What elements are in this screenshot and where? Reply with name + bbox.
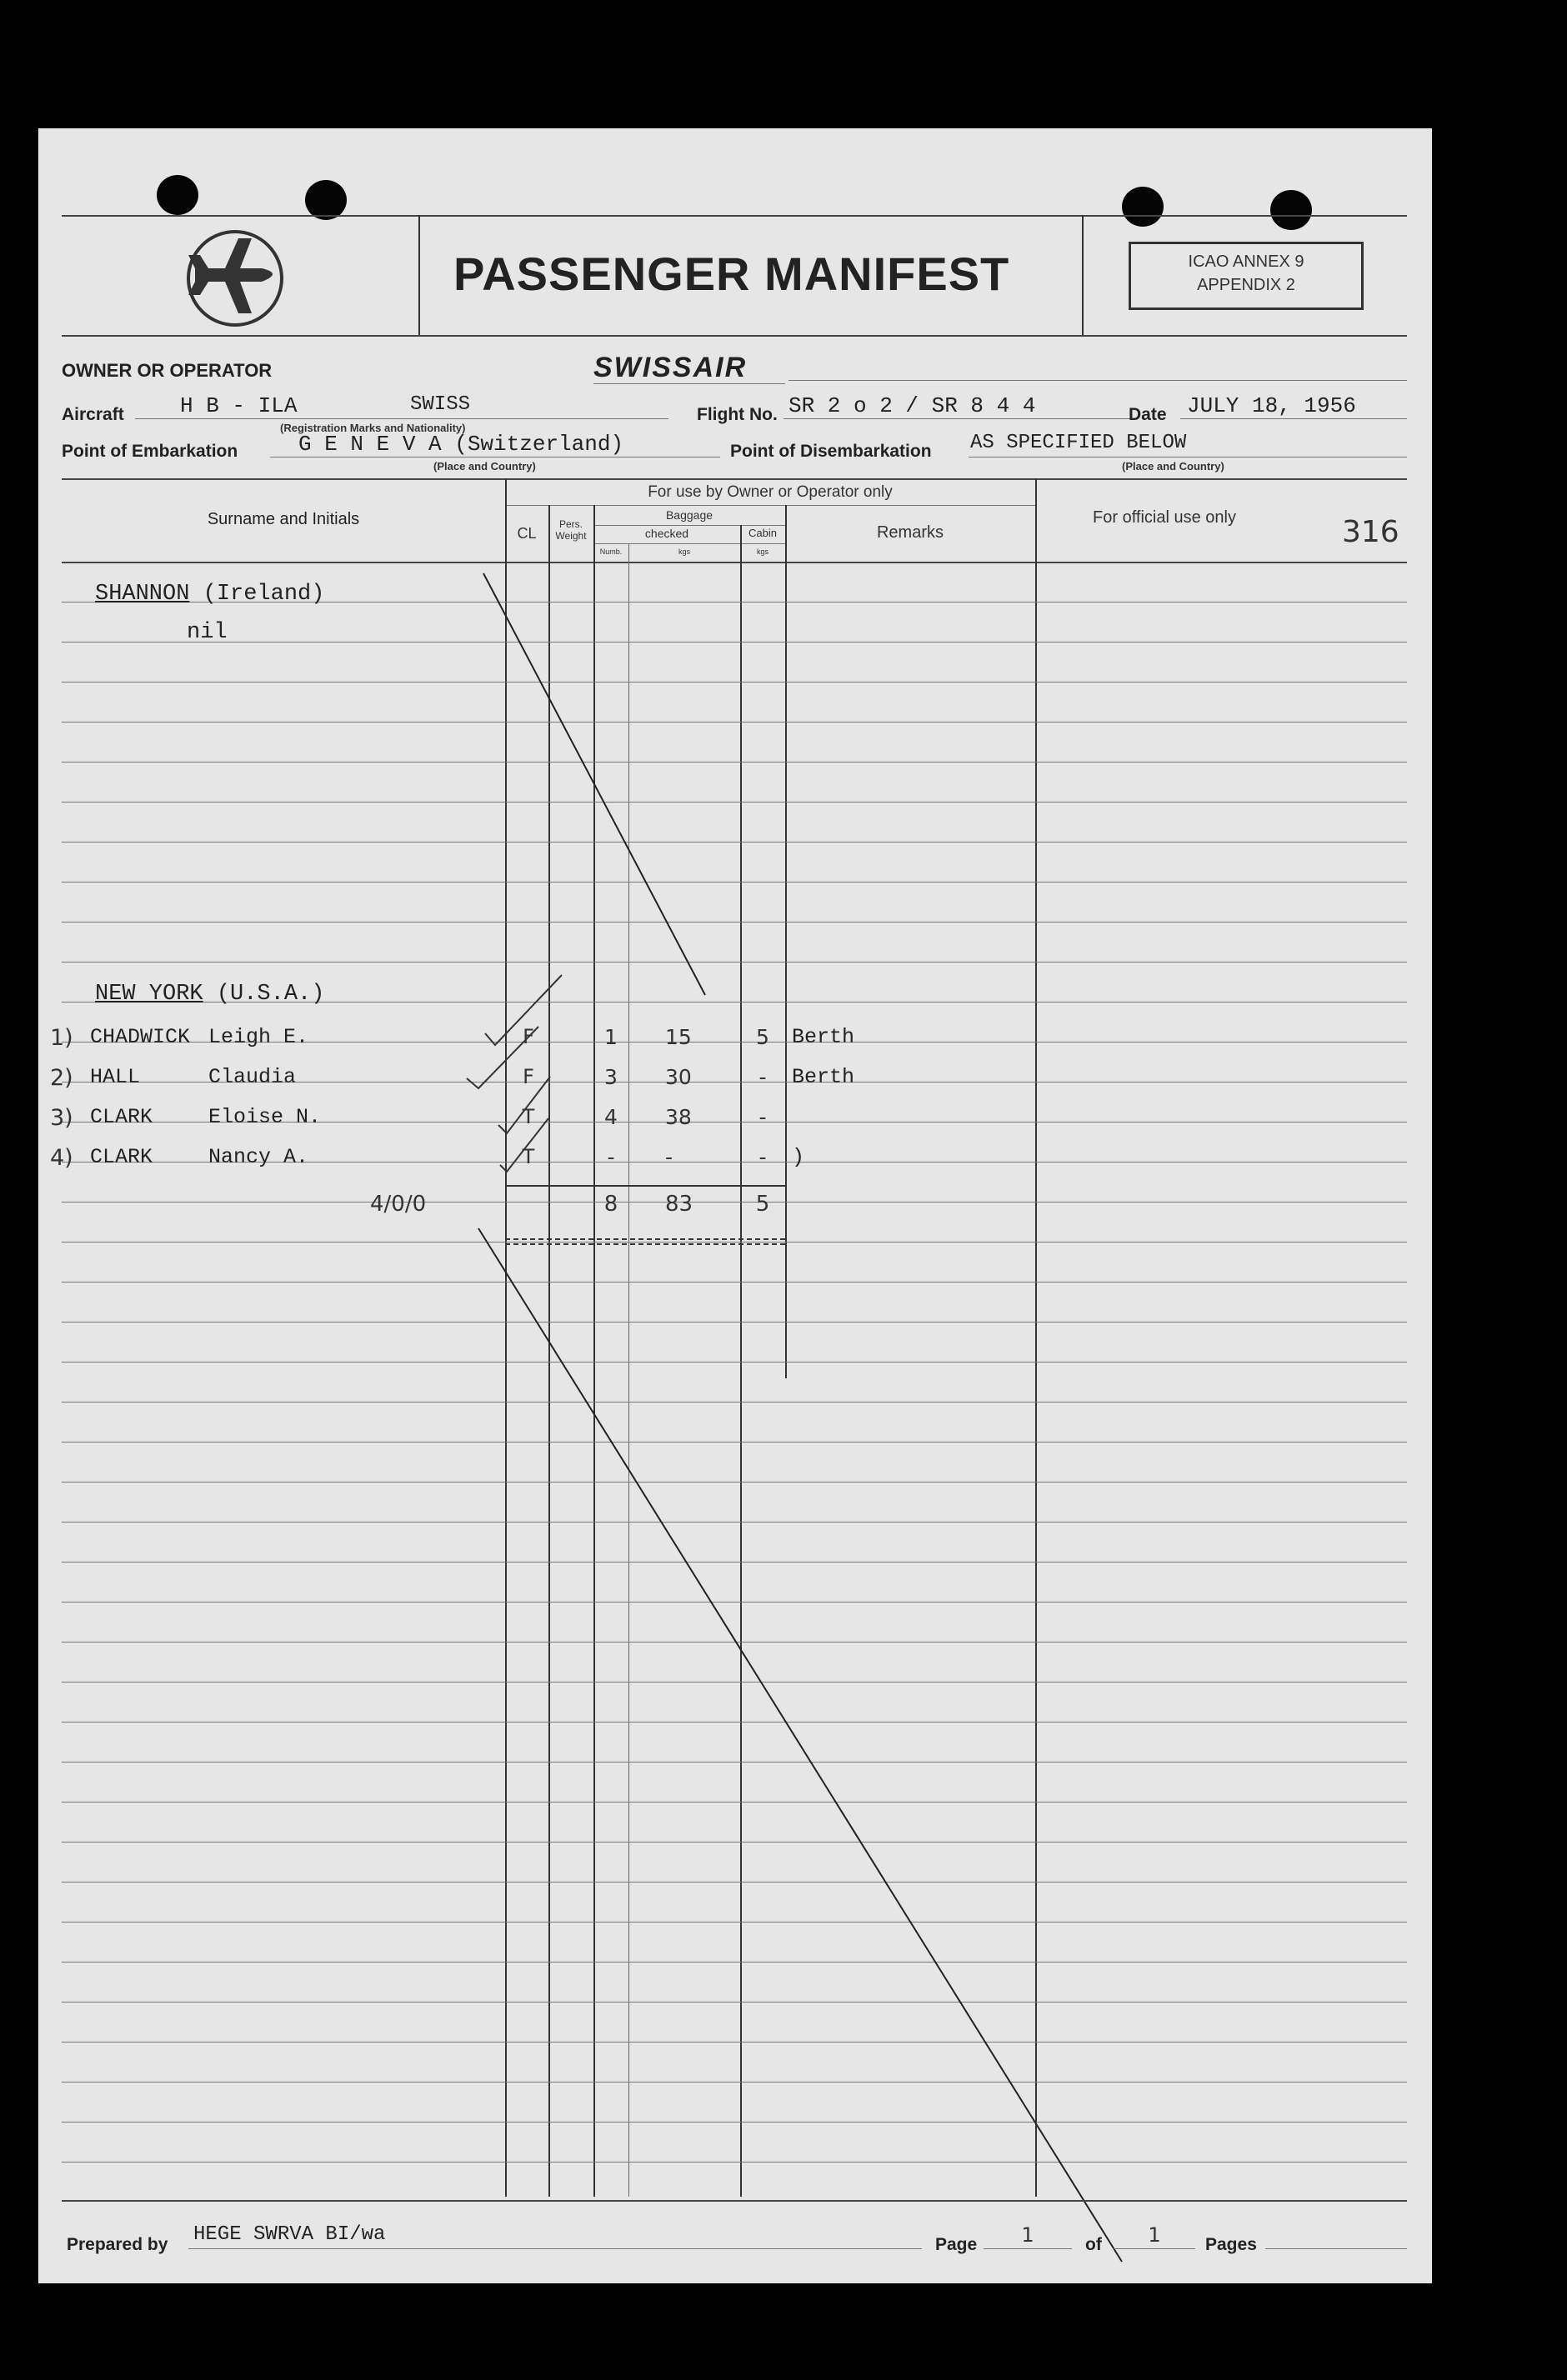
embarkation-label: Point of Embarkation — [62, 442, 238, 461]
baggage-kgs: 38 — [665, 1105, 692, 1129]
date-label: Date — [1129, 405, 1167, 424]
appendix-line: APPENDIX 2 — [1197, 276, 1295, 294]
registration-hint: (Registration Marks and Nationality) — [280, 422, 466, 434]
section-note: nil — [187, 620, 228, 645]
cabin-header: Cabin — [748, 527, 777, 539]
passenger-given-name: Leigh E. — [208, 1025, 309, 1049]
baggage-numb: 3 — [604, 1065, 618, 1089]
passenger-surname: HALL — [90, 1065, 141, 1089]
manifest-paper — [38, 128, 1432, 2283]
passenger-given-name: Claudia — [208, 1065, 297, 1089]
pages-label: Pages — [1205, 2235, 1257, 2254]
passenger-remarks: ) — [792, 1145, 805, 1169]
page-number-stamp: 316 — [1342, 515, 1399, 549]
totals-numb: 8 — [603, 1192, 618, 1217]
cl-header: CL — [517, 525, 537, 542]
surname-header: Surname and Initials — [207, 510, 360, 528]
passenger-number: 3) — [50, 1105, 73, 1131]
passenger-remarks: Berth — [792, 1025, 855, 1049]
aircraft-nationality: SWISS — [410, 393, 471, 416]
baggage-kgs: 15 — [665, 1025, 692, 1049]
weight-header: Weight — [555, 530, 587, 542]
date-value: JULY 18, 1956 — [1187, 393, 1356, 418]
disembarkation-value: AS SPECIFIED BELOW — [970, 432, 1187, 454]
destination-name: SHANNON — [95, 582, 190, 607]
disembarkation-label: Point of Disembarkation — [730, 442, 932, 461]
destination-name: NEW YORK — [95, 982, 203, 1007]
prepared-value: HEGE SWRVA BI/wa — [193, 2223, 386, 2246]
place-hint-right: (Place and Country) — [1122, 460, 1224, 472]
baggage-kgs: - — [665, 1145, 673, 1169]
baggage-numb: - — [607, 1145, 615, 1169]
of-label: of — [1085, 2235, 1102, 2254]
kgs-cabin-header: kgs — [756, 548, 768, 556]
baggage-numb: 4 — [604, 1105, 618, 1129]
baggage-header: Baggage — [665, 508, 713, 522]
totals-double-rule — [505, 1238, 785, 1245]
flight-label: Flight No. — [697, 405, 778, 424]
kgs-header: kgs — [678, 548, 690, 556]
form-title: PASSENGER MANIFEST — [453, 248, 1010, 300]
place-hint-left: (Place and Country) — [433, 460, 536, 472]
passenger-class: T — [522, 1145, 535, 1168]
passenger-number: 1) — [50, 1025, 73, 1051]
official-use-header: For official use only — [1093, 508, 1236, 527]
passenger-surname: CLARK — [90, 1145, 153, 1169]
cabin-kgs: 5 — [756, 1025, 769, 1049]
cabin-kgs: - — [758, 1145, 767, 1169]
totals-pax: 4/0/0 — [370, 1192, 427, 1217]
passenger-given-name: Eloise N. — [208, 1105, 322, 1129]
remarks-header: Remarks — [876, 523, 944, 542]
pers-header: Pers. — [558, 518, 583, 530]
passenger-surname: CLARK — [90, 1105, 153, 1129]
totals-kgs: 83 — [665, 1192, 693, 1217]
embarkation-value: G E N E V A (Switzerland) — [298, 432, 624, 457]
flight-value: SR 2 o 2 / SR 8 4 4 — [789, 393, 1036, 418]
check-marks — [38, 128, 1432, 2283]
passenger-surname: CHADWICK — [90, 1025, 191, 1049]
passenger-class: F — [523, 1065, 534, 1088]
passenger-class: F — [523, 1025, 534, 1048]
prepared-label: Prepared by — [67, 2235, 168, 2254]
page-value: 1 — [1021, 2223, 1034, 2247]
owner-label: OWNER OR OPERATOR — [62, 360, 273, 381]
passenger-number: 2) — [50, 1065, 73, 1091]
page-label: Page — [935, 2235, 978, 2254]
destination-country: (Ireland) — [203, 582, 325, 607]
passenger-class: T — [522, 1105, 535, 1128]
annex-line: ICAO ANNEX 9 — [1188, 252, 1304, 271]
passenger-given-name: Nancy A. — [208, 1145, 309, 1169]
aircraft-label: Aircraft — [62, 405, 124, 424]
baggage-numb: 1 — [604, 1025, 618, 1049]
destination-country: (U.S.A.) — [216, 982, 325, 1007]
numb-header: Numb. — [599, 548, 623, 556]
of-value: 1 — [1148, 2223, 1161, 2247]
cabin-kgs: - — [758, 1105, 767, 1129]
checked-header: checked — [644, 527, 689, 540]
passenger-number: 4) — [50, 1145, 73, 1171]
owner-use-header: For use by Owner or Operator only — [648, 483, 893, 501]
baggage-kgs: 30 — [665, 1065, 692, 1089]
cabin-kgs: - — [758, 1065, 767, 1089]
aircraft-value: H B - ILA — [180, 393, 298, 418]
passenger-remarks: Berth — [792, 1065, 855, 1089]
totals-cabin: 5 — [755, 1192, 770, 1217]
owner-value: SWISSAIR — [593, 352, 748, 383]
